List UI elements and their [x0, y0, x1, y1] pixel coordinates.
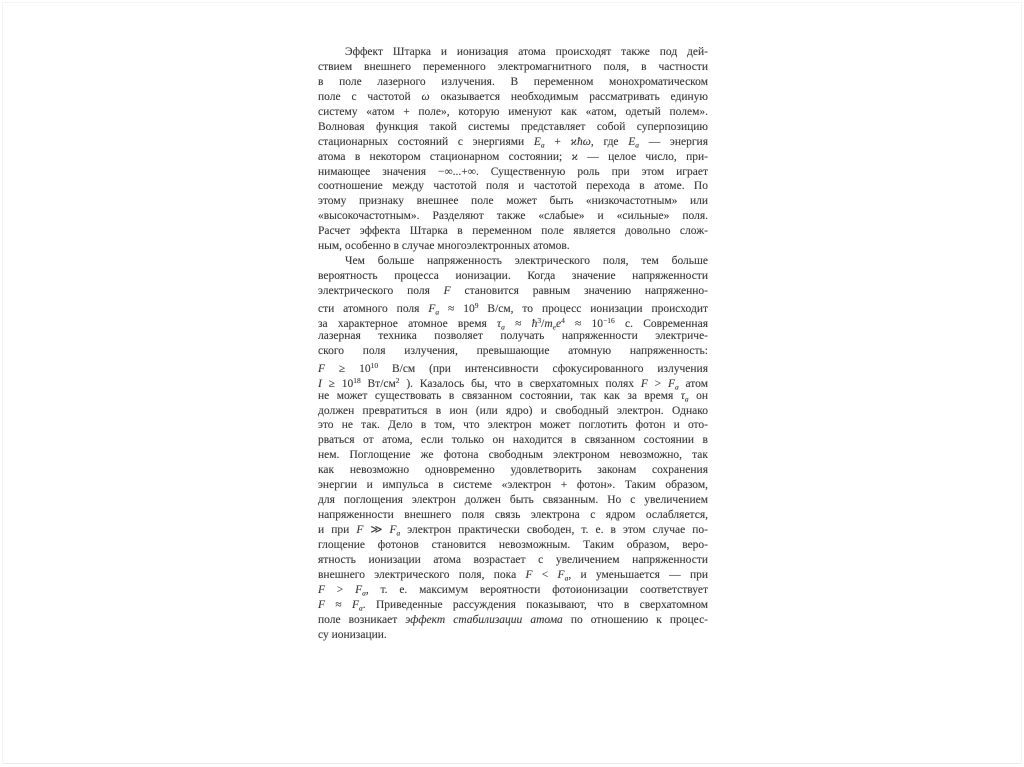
text-segment: напряженности внешнего поля связь электрона с ядром ослабляется,	[318, 509, 708, 522]
text-segment: «высокочастотным». Разделяют также «слабые» и «сильные» поля.	[318, 210, 708, 223]
text-segment: стационарных состояний с энергиями	[318, 135, 534, 148]
text-line	[318, 120, 708, 135]
text-segment: a	[635, 140, 640, 150]
text-segment: ). Казалось бы, что в сверхатомных полях	[399, 377, 641, 390]
text-segment: a	[501, 322, 505, 332]
text-segment: ω	[421, 90, 430, 103]
text-segment: — целое число, при-	[577, 150, 708, 163]
text-segment: a	[359, 603, 363, 613]
text-segment: ϰ	[571, 150, 578, 163]
text-line	[318, 433, 708, 448]
text-segment: F	[389, 524, 397, 536]
text-segment: систему «атом + поле», которую именуют как «атом, одетый полем».	[318, 105, 708, 118]
text-segment: как невозможно одновременно удовлетворить законам сохранения	[318, 464, 708, 477]
text-segment: τ	[497, 317, 502, 330]
text-segment: F	[640, 377, 648, 390]
text-line	[318, 90, 708, 105]
text-segment: 18	[353, 375, 361, 385]
text-line	[318, 463, 708, 478]
text-segment: В/см, то процесс ионизации происходит	[478, 302, 709, 315]
text-line	[318, 194, 708, 209]
text-segment: глощение фотонов становится невозможным. Таким образом, веро-	[318, 538, 708, 551]
text-segment: F	[356, 524, 364, 536]
text-segment: рваться от атома, если только он находится в связанном состоянии в	[318, 434, 708, 447]
text-line	[318, 45, 708, 60]
text-line	[318, 598, 708, 613]
text-segment: τ	[680, 389, 685, 402]
text-line	[318, 254, 708, 269]
text-segment: и при	[318, 524, 357, 536]
text-line	[318, 389, 708, 404]
text-segment: электрического поля	[318, 285, 444, 297]
text-segment: за характерное атомное время	[318, 317, 497, 330]
text-line	[318, 538, 708, 553]
text-segment: лазерная техника позволяет получать напряженности электриче-	[318, 329, 708, 342]
text-segment: Эффект Штарка и ионизация атома происходят также под дей-	[345, 46, 708, 58]
text-segment: a	[684, 394, 689, 404]
text-segment: 3	[537, 315, 542, 325]
text-line	[318, 150, 708, 165]
text-segment: ≈	[504, 317, 532, 330]
text-segment: a	[362, 588, 366, 598]
text-segment: — энергия	[639, 135, 708, 148]
text-segment: поле с частотой	[318, 90, 422, 103]
text-line	[318, 523, 708, 538]
text-line	[318, 299, 709, 317]
text-segment: внешнего электрического поля, пока	[318, 568, 526, 581]
text-segment: <	[532, 568, 558, 581]
text-line	[318, 239, 708, 254]
text-segment: I	[318, 377, 322, 390]
text-segment: a	[396, 528, 401, 538]
text-segment: ϰħω	[570, 135, 591, 148]
text-segment: e	[555, 317, 562, 330]
text-segment: атома в некотором стационарном состоянии;	[318, 150, 572, 163]
text-segment: с. Современная	[614, 317, 708, 330]
text-line	[318, 404, 708, 419]
text-line	[318, 179, 708, 194]
text-line	[318, 135, 708, 150]
text-segment: F	[667, 377, 675, 390]
text-segment: Вт/см	[360, 377, 396, 390]
text-line	[318, 583, 708, 598]
text-segment: e	[552, 322, 556, 332]
text-segment: 2	[395, 375, 400, 385]
text-line	[318, 344, 708, 359]
text-segment: . Приведенные рассуждения показывают, что в сверхатомном	[362, 598, 708, 611]
text-segment: >	[647, 377, 668, 390]
text-line	[318, 374, 708, 392]
text-line	[318, 448, 708, 463]
text-line	[318, 284, 708, 299]
text-segment: a	[435, 307, 440, 317]
text-line	[318, 478, 708, 493]
text-line	[318, 568, 708, 583]
text-line	[318, 359, 708, 374]
text-segment: F	[355, 583, 363, 596]
text-segment: нем. Поглощение же фотона свободным электроном невозможно, так	[318, 449, 708, 462]
textbook-page-text	[318, 45, 708, 643]
text-line	[318, 269, 708, 284]
text-segment: , где	[590, 135, 629, 148]
text-line	[318, 314, 708, 332]
text-segment: должен превратиться в ион (или ядро) и свободный электрон. Однако	[318, 404, 708, 417]
text-segment: /	[541, 317, 545, 330]
text-segment: ≥ 10	[321, 377, 354, 390]
text-segment: −16	[603, 315, 615, 325]
text-segment: атом	[678, 377, 708, 390]
text-segment: 10	[370, 360, 379, 370]
text-segment: для поглощения электрон должен быть связанным. Но с увеличением	[318, 494, 708, 507]
text-segment: су ионизации.	[318, 628, 387, 641]
text-segment: становится равным значению напряженно-	[450, 285, 708, 297]
text-segment: a	[540, 140, 545, 150]
text-segment: электрон практически свободен, т. е. в этом случае по-	[400, 524, 708, 536]
text-segment: 4	[561, 315, 565, 325]
text-segment: F	[428, 302, 436, 315]
text-segment: ятность ионизации атома возрастает с увеличением напряженности	[318, 553, 708, 566]
text-line	[318, 508, 708, 523]
text-segment: ≥ 10	[325, 362, 371, 375]
text-segment: 9	[474, 300, 479, 310]
text-segment: F	[318, 362, 326, 375]
text-segment: Расчет эффекта Штарка в переменном поле является довольно слож-	[318, 225, 708, 238]
text-line	[318, 60, 708, 75]
text-segment: вероятность процесса ионизации. Когда значение напряженности	[318, 270, 708, 283]
text-segment: , и уменьшается — при	[568, 568, 708, 581]
text-segment: ħ	[531, 317, 538, 330]
text-segment: ствием внешнего переменного электромагнитного поля, в частности	[318, 60, 708, 73]
text-segment: ≈ 10	[439, 302, 475, 315]
text-segment: нимающее значения −∞...+∞. Существенную роль при этом играет	[318, 165, 708, 178]
text-segment: ≈ 10	[564, 317, 604, 330]
text-segment: Волновая функция такой системы представляет собой суперпозицию	[318, 120, 708, 133]
text-segment: он	[688, 389, 708, 402]
text-line	[318, 493, 708, 508]
text-line	[318, 418, 708, 433]
text-line	[318, 105, 708, 120]
text-segment: , т. е. максимум вероятности фотоионизации соответствует	[365, 583, 708, 596]
text-segment: F	[525, 568, 533, 581]
text-segment: в поле лазерного излучения. В переменном монохроматическом	[318, 75, 708, 88]
text-segment: оказывается необходимым рассматривать единую	[429, 90, 708, 103]
text-line	[318, 209, 708, 224]
text-segment: энергии и импульса в системе «электрон + фотон». Таким образом,	[318, 479, 708, 492]
text-line	[318, 75, 708, 90]
text-segment: по отношению к процес-	[562, 613, 708, 626]
text-segment: >	[325, 583, 356, 596]
text-segment: a	[564, 573, 569, 583]
text-segment: E	[628, 135, 636, 148]
text-segment: ным, особенно в случае многоэлектронных атомов.	[318, 240, 570, 253]
text-segment: F	[557, 568, 565, 581]
text-line	[318, 628, 708, 643]
text-segment: поле возникает	[318, 613, 406, 626]
text-segment: сти атомного поля	[318, 302, 429, 315]
text-segment: F	[443, 285, 451, 297]
text-segment: не может существовать в связанном состоянии, так как за время	[318, 389, 681, 402]
text-line	[318, 553, 708, 568]
text-segment: a	[674, 382, 679, 392]
text-line	[318, 613, 708, 628]
text-segment: Чем больше напряженность электрического поля, тем больше	[345, 255, 708, 268]
text-segment: ≈	[325, 598, 352, 611]
text-segment: ского поля излучения, превышающие атомную напряженность:	[318, 344, 708, 357]
text-segment: F	[352, 598, 360, 611]
text-segment: соотношение между частотой поля и частотой перехода в атоме. По	[318, 180, 708, 193]
text-line	[318, 329, 708, 344]
text-segment: это не так. Дело в том, что электрон может поглотить фотон и ото-	[318, 419, 708, 432]
text-segment: эффект стабилизации атома	[405, 613, 563, 626]
text-line	[318, 165, 708, 180]
text-segment: F	[318, 598, 326, 611]
text-line	[318, 224, 708, 239]
text-segment: этому признаку внешнее поле может быть «низкочастотным» или	[318, 195, 708, 208]
text-segment: ≫	[363, 524, 390, 536]
text-segment: m	[544, 317, 553, 330]
text-segment: +	[544, 135, 571, 148]
text-segment: E	[533, 135, 541, 148]
text-segment: В/см (при интенсивности сфокусированного излучения	[378, 362, 708, 375]
text-segment: F	[318, 583, 326, 596]
